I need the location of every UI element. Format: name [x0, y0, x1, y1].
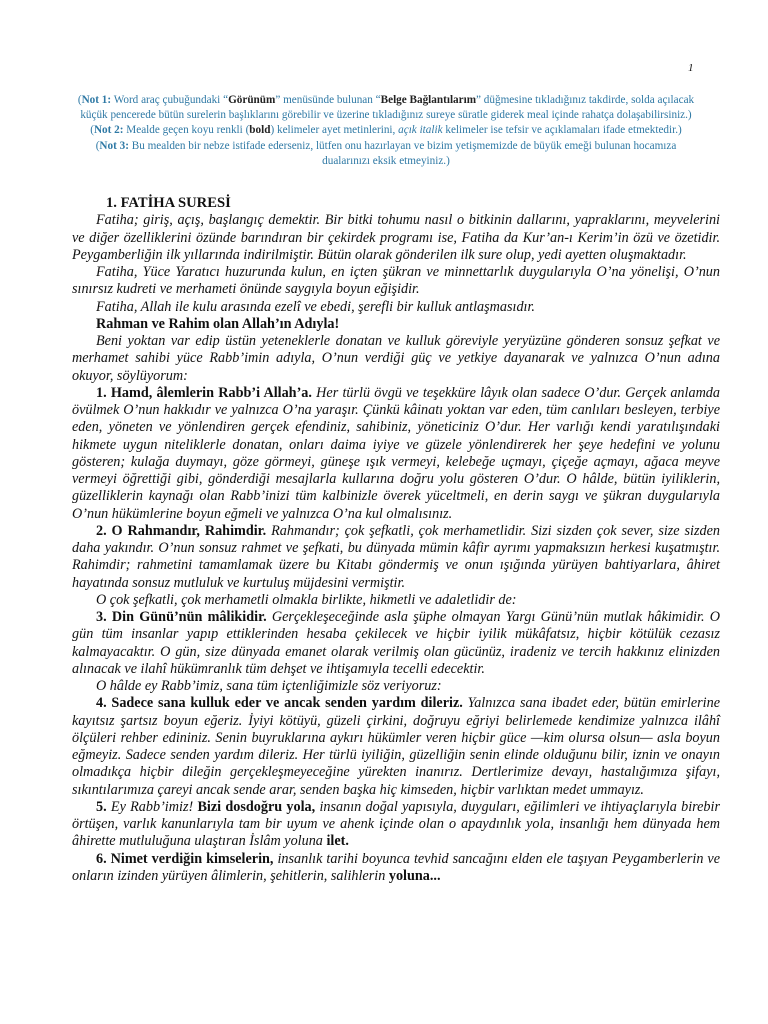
intro-text-2: Fatiha, Yüce Yaratıcı huzurunda kulun, en içten şükran ve minnettarlık duygularıyla O’na yönelişi, O’nun sınırsız kudreti ve merhameti önünde saygıyla boyun eğişidir.: [72, 264, 720, 298]
verse-6-text-b: yoluna...: [385, 867, 441, 884]
note-1-text-a: Word araç çubuğundaki “: [111, 94, 229, 106]
basmala-text: Beni yoktan var edip üstün yeteneklerle donatan ve kulluk göreviyle yeryüzüne gönderen sonsuz şefkat ve merhamet sahibi yüce Rabb’imin adıyla, O’nun verdiği güç ve yetkiye dayanarak ve yalnızca O’nun adına okuyor, söylüyorum:: [72, 333, 720, 384]
basmala-heading: Rahman ve Rahim olan Allah’ın Adıyla!: [96, 315, 340, 332]
intro-paragraph-3: [72, 299, 720, 316]
sura-title: 1. FATİHA SURESİ: [106, 195, 231, 211]
note-1-text-b: ” menüsünde bulunan “: [275, 94, 381, 106]
verse-1-commentary: Her türlü övgü ve teşekküre lâyık olan sadece O’dur. Gerçek anlamda övülmek O’nun hakkıdır ve yalnızca O’na yaraşır. Çünkü kâinatı yoktan var eden, tüm canlıları besleyen, terbiye eden, yöneten ve yönlendiren gerçek efendiniz, sahibiniz, yöneticiniz O’dur. Her varlığı kendi yaratılışındaki hikmete uygun niteliklerle donatan, onları daima iyiye ve güzele yönlendirerek her şeye hedefini ve yolunu gösteren; kulağa duymayı, göze görmeyi, güneşe ışık vermeyi, kelebeğe uçmayı, çiçeğe açmayı, ağaca meyve vermeyi öğrettiği gibi, gönderdiği mesajlarla kullarına doğru yolu gösteren O’dur. O hâlde, bütün iyiliklerin, güzelliklerin kaynağı olan Rabb’inizi tüm kalbinizle överek yüceltmeli, en derin saygı ve şükran duygularıyla O’nun hükümlerine boyun eğmeli ve yalnızca O’na kul olmalısınız.: [72, 384, 720, 522]
verse-3-transition-text: O hâlde ey Rabb’imiz, sana tüm içtenliğimizle söz veriyoruz:: [96, 678, 442, 694]
verse-4-commentary: Yalnızca sana ibadet eder, bütün emirlerine kayıtsız şartsız boyun eğeriz. İyiyi kötüyü, güzeli çirkini, doğruyu eğriyi belirlemede kendimize yalnızca ilâhî ölçüleri rehber edininiz. Senin buyruklarına aykırı hükümler veren hiçbir güce —kim olursa olsun— asla boyun eğmeyiz. Sadece senden yardım dileriz. Her türlü iyiliğin, güzelliğin senin elinde olduğunu bilir, iznin ve onayın olmadıkça hiçbir dileğin gerçekleşmeyeceğine yürekten inanırız. Dertlerimize devayı, hastalığımıza şifayı, sıkıntılarımıza çareyi ancak sende arar, senden başka hiç kimseden, hiçbir varlıktan medet ummayız.: [72, 695, 720, 798]
intro-text-3: Fatiha, Allah ile kulu arasında ezelî ve ebedi, şerefli bir kulluk antlaşmasıdır.: [96, 298, 535, 315]
note-2-text-c: kelimeler ise tefsir ve açıklamaları ifade etmektedir.): [442, 124, 682, 137]
notes-block: [72, 93, 700, 169]
document-body: [72, 195, 720, 885]
page-number: 1: [688, 62, 694, 74]
verse-3: [72, 609, 720, 678]
intro-paragraph-2: [72, 264, 720, 299]
note-1: (Not 1: Word araç çubuğundaki “Görünüm” menüsünde bulunan “Belge Bağlantılarım” düğmesine tıkladığınız takdirde, solda açılacak küçük pencerede bütün surelerin başlıklarını görebilir ve üzerine tıkladığınız sureye süratle giderek meal içinde rahatça dolaşabilirsiniz.): [77, 94, 695, 122]
intro-text-1: Fatiha; giriş, açış, başlangıç demektir. Bir bitki tohumu nasıl o bitkinin dallarını, yapraklarını, meyvelerini ve diğer özelliklerini özünde barındıran bir çekirdek programı ise, Fatiha da Kur’an-ı Kerim’in özü ve özetidir. Peygamberliğin ilk yıllarında indirilmiştir. Bütün olarak gönderilen ilk sure olup, yedi ayetten oluşmaktadır.: [72, 212, 720, 263]
verse-5-number: 5.: [96, 798, 107, 815]
verse-5-text-b: ilet.: [322, 833, 349, 850]
verse-4-text: 4. Sadece sana kulluk eder ve ancak senden yardım dileriz.: [96, 695, 463, 712]
note-2-text-a: Mealde geçen koyu renkli (: [123, 124, 250, 137]
verse-3-commentary: Gerçekleşeceğinde asla şüphe olmayan Yargı Günü’nün mutlak hâkimidir. O gün tüm insanlar yapıp ettiklerinden hesaba çekilecek ve hiçbir iyilik mükâfatsız, hiçbir kötülük cezasız kalmayacaktır. O gün, size dünyada emanet olarak verilmiş olan gücünüz, iradeniz ve tercih hakkınız elinizden alınacak ve ilahî hükümranlık tüm dehşet ve ihtişamıyla tecelli edecektir.: [72, 609, 720, 677]
verse-5: [72, 799, 720, 851]
verse-6-text-a: 6. Nimet verdiğin kimselerin,: [96, 850, 274, 867]
note-3-label: Not 3:: [99, 139, 129, 152]
note-3-text: Bu mealden bir nebze istifade ederseniz, lütfen onu hazırlayan ve bizim yetişmemizde de büyük emeği bulunan hocamıza dualarınızı eksik etmeyiniz.): [128, 139, 677, 167]
verse-5-text-a: Bizi dosdoğru yola,: [193, 798, 316, 815]
note-2-italic: açık italik: [398, 124, 443, 137]
verse-2-transition: [72, 592, 720, 609]
note-2: (Not 2: Mealde geçen koyu renkli (bold) kelimeler ayet metinlerini, açık italik kelimeler ise tefsir ve açıklamaları ifade etmektedir.): [90, 124, 682, 137]
verse-4: [72, 695, 720, 799]
verse-3-transition: [72, 678, 720, 695]
intro-paragraph-1: [72, 212, 720, 264]
verse-3-text: 3. Din Günü’nün mâlikidir.: [96, 609, 267, 625]
verse-6: [72, 851, 720, 886]
note-2-label: Not 2:: [93, 124, 124, 137]
verse-1-text: 1. Hamd, âlemlerin Rabb’i Allah’a.: [96, 384, 312, 401]
verse-6-commentary: insanlık tarihi boyunca tevhid sancağını elden ele taşıyan Peygamberlerin ve onların izinden yürüyen âlimlerin, şehitlerin, salihlerin: [72, 850, 720, 884]
verse-2: [72, 523, 720, 592]
note-3: (Not 3: Bu mealden bir nebze istifade ederseniz, lütfen onu hazırlayan ve bizim yetişmemizde de büyük emeği bulunan hocamıza dualarınızı eksik etmeyiniz.): [95, 139, 677, 167]
verse-2-text: 2. O Rahmandır, Rahimdir.: [96, 522, 267, 539]
note-1-bold-a: Görünüm: [228, 94, 276, 106]
verse-2-transition-text: O çok şefkatli, çok merhametli olmakla birlikte, hikmetli ve adaletlidir de:: [96, 591, 517, 608]
note-1-bold-b: Belge Bağlantılarım: [380, 94, 477, 106]
note-1-label: Not 1:: [81, 94, 112, 106]
note-2-bold: bold: [249, 124, 271, 137]
note-2-text-b: ) kelimeler ayet metinlerini,: [270, 124, 399, 137]
verse-2-commentary: Rahmandır; çok şefkatli, çok merhametlidir. Sizi sizden çok sever, size sizden daha yakındır. O’nun sonsuz rahmet ve şefkati, bu dünyada mümin kâfir ayrımı yapmaksızın herkesi kuşatmıştır. Rahimdir; rahmetini tamamlamak üzere bu Kitabı göndermiş ve onun ışığında yürüyen bahtiyarlara, âhiret hayatında sonsuz mutluluk ve kurtuluş müjdesini vermiştir.: [72, 522, 720, 591]
verse-5-commentary: insanın doğal yapısıyla, duyguları, eğilimleri ve ihtiyaçlarıyla birebir örtüşen, varlık kanunlarıyla tam bir uyum ve ahenk içinde olan o apaydınlık yola, insanlığı hem dünyada hem âhirette mutluluğuna ulaştıran İslâm yoluna: [72, 798, 720, 850]
verse-1: [72, 385, 720, 523]
basmala-paragraph: [72, 333, 720, 385]
verse-5-address: Ey Rabb’imiz!: [106, 798, 194, 815]
note-1-text-c: ” düğmesine tıkladığınız takdirde, solda açılacak küçük pencerede bütün surelerin başlıklarını görebilir ve üzerine tıkladığınız sureye süratle giderek meal içinde rahatça dolaşabilirsiniz.): [80, 94, 695, 122]
